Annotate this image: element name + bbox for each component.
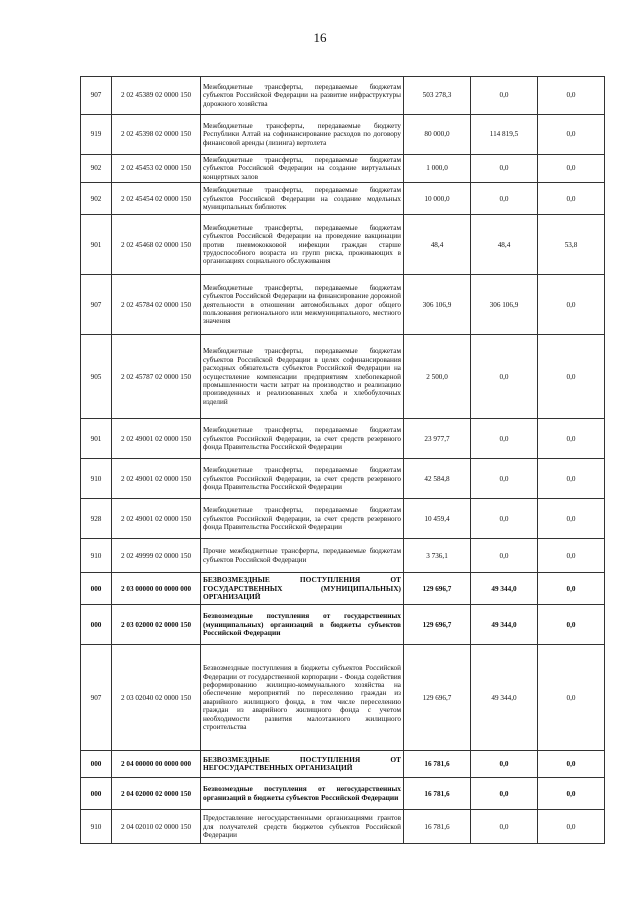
description-cell: Межбюджетные трансферты, передаваемые бюджетам субъектов Российской Федерации, за счет средств резервного фонда Правительства Российской Федерации (201, 499, 404, 539)
amount-year2-cell: 0,0 (471, 335, 538, 419)
amount-year1-cell: 10 459,4 (404, 499, 471, 539)
amount-year3-cell: 0,0 (538, 751, 605, 778)
amount-year2-cell: 49 344,0 (471, 645, 538, 751)
amount-year1-cell: 48,4 (404, 215, 471, 275)
description-cell: Межбюджетные трансферты, передаваемые бюджетам субъектов Российской Федерации на финансирование дорожной деятельности в отношении автомобильных дорог общего пользования регионального или межмуниципального, местного значения (201, 275, 404, 335)
budget-code-cell: 2 02 49001 02 0000 150 (112, 419, 201, 459)
description-cell: БЕЗВОЗМЕЗДНЫЕ ПОСТУПЛЕНИЯ ОТ ГОСУДАРСТВЕННЫХ (МУНИЦИПАЛЬНЫХ) ОРГАНИЗАЦИЙ (201, 573, 404, 605)
amount-year2-cell: 0,0 (471, 810, 538, 844)
amount-year3-cell: 0,0 (538, 605, 605, 645)
amount-year1-cell: 80 000,0 (404, 115, 471, 155)
amount-year2-cell: 0,0 (471, 751, 538, 778)
budget-code-cell: 2 02 49999 02 0000 150 (112, 539, 201, 573)
amount-year2-cell: 0,0 (471, 419, 538, 459)
page-number: 16 (313, 30, 327, 45)
amount-year1-cell: 2 500,0 (404, 335, 471, 419)
amount-year3-cell: 0,0 (538, 573, 605, 605)
description-cell: Межбюджетные трансферты, передаваемые бюджетам субъектов Российской Федерации на проведение вакцинации против пневмококковой инфекции граждан старше трудоспособного возраста из групп риска, проживающих в организациях социального обслуживания (201, 215, 404, 275)
table-body (81, 77, 605, 844)
amount-year1-cell: 129 696,7 (404, 605, 471, 645)
amount-year3-cell: 0,0 (538, 183, 605, 215)
description-cell: Межбюджетные трансферты, передаваемые бюджетам субъектов Российской Федерации, за счет средств резервного фонда Правительства Российской Федерации (201, 419, 404, 459)
description-cell: Межбюджетные трансферты, передаваемые бюджетам субъектов Российской Федерации в целях софинансирования расходных обязательств субъектов Российской Федерации на осуществление компенсации предприятиям хлебопекарной промышленности части затрат на производство и реализацию произведенных и реализованных хлеба и хлебобулочных изделий (201, 335, 404, 419)
amount-year1-cell: 16 781,6 (404, 778, 471, 810)
admin-code-cell: 919 (81, 115, 112, 155)
table-row (81, 77, 605, 115)
admin-code-cell: 902 (81, 183, 112, 215)
budget-code-cell: 2 02 45454 02 0000 150 (112, 183, 201, 215)
amount-year1-cell: 3 736,1 (404, 539, 471, 573)
amount-year1-cell: 16 781,6 (404, 810, 471, 844)
admin-code-cell: 000 (81, 751, 112, 778)
admin-code-cell: 000 (81, 778, 112, 810)
description-cell: БЕЗВОЗМЕЗДНЫЕ ПОСТУПЛЕНИЯ ОТ НЕГОСУДАРСТВЕННЫХ ОРГАНИЗАЦИЙ (201, 751, 404, 778)
budget-code-cell: 2 03 02000 02 0000 150 (112, 605, 201, 645)
description-cell: Безвозмездные поступления от государственных (муниципальных) организаций в бюджеты субъектов Российской Федерации (201, 605, 404, 645)
admin-code-cell: 907 (81, 275, 112, 335)
amount-year3-cell: 0,0 (538, 275, 605, 335)
admin-code-cell: 910 (81, 459, 112, 499)
amount-year2-cell: 0,0 (471, 778, 538, 810)
amount-year3-cell: 0,0 (538, 77, 605, 115)
budget-code-cell: 2 02 49001 02 0000 150 (112, 499, 201, 539)
description-cell: Межбюджетные трансферты, передаваемые бюджетам субъектов Российской Федерации на создание модельных муниципальных библиотек (201, 183, 404, 215)
table-row (81, 751, 605, 778)
budget-code-cell: 2 04 02010 02 0000 150 (112, 810, 201, 844)
amount-year3-cell: 0,0 (538, 499, 605, 539)
budget-code-cell: 2 03 00000 00 0000 000 (112, 573, 201, 605)
description-cell: Межбюджетные трансферты, передаваемые бюджетам субъектов Российской Федерации на развитие инфраструктуры дорожного хозяйства (201, 77, 404, 115)
admin-code-cell: 910 (81, 539, 112, 573)
budget-revenue-table (80, 76, 605, 844)
amount-year2-cell: 0,0 (471, 183, 538, 215)
amount-year2-cell: 0,0 (471, 155, 538, 183)
amount-year1-cell: 10 000,0 (404, 183, 471, 215)
amount-year3-cell: 0,0 (538, 459, 605, 499)
budget-code-cell: 2 02 45784 02 0000 150 (112, 275, 201, 335)
budget-code-cell: 2 02 49001 02 0000 150 (112, 459, 201, 499)
amount-year1-cell: 23 977,7 (404, 419, 471, 459)
budget-code-cell: 2 03 02040 02 0000 150 (112, 645, 201, 751)
amount-year3-cell: 0,0 (538, 810, 605, 844)
amount-year3-cell: 0,0 (538, 419, 605, 459)
description-cell: Межбюджетные трансферты, передаваемые бюджетам субъектов Российской Федерации на создание виртуальных концертных залов (201, 155, 404, 183)
amount-year1-cell: 306 106,9 (404, 275, 471, 335)
table-row (81, 115, 605, 155)
admin-code-cell: 902 (81, 155, 112, 183)
description-cell: Межбюджетные трансферты, передаваемые бюджетам субъектов Российской Федерации, за счет средств резервного фонда Правительства Российской Федерации (201, 459, 404, 499)
amount-year2-cell: 0,0 (471, 499, 538, 539)
table-row (81, 419, 605, 459)
table-row (81, 459, 605, 499)
amount-year2-cell: 49 344,0 (471, 605, 538, 645)
amount-year3-cell: 0,0 (538, 155, 605, 183)
amount-year2-cell: 0,0 (471, 459, 538, 499)
budget-code-cell: 2 04 02000 02 0000 150 (112, 778, 201, 810)
budget-code-cell: 2 02 45468 02 0000 150 (112, 215, 201, 275)
amount-year3-cell: 0,0 (538, 778, 605, 810)
admin-code-cell: 907 (81, 645, 112, 751)
admin-code-cell: 907 (81, 77, 112, 115)
amount-year3-cell: 53,8 (538, 215, 605, 275)
amount-year1-cell: 129 696,7 (404, 645, 471, 751)
description-cell: Безвозмездные поступления в бюджеты субъектов Российской Федерации от государственной корпорации - Фонда содействия реформированию жилищно-коммунального хозяйства на обеспечение мероприятий по переселению граждан из аварийного жилищного фонда, в том числе переселению граждан из аварийного жилищного фонда с учетом необходимости развития малоэтажного жилищного строительства (201, 645, 404, 751)
budget-code-cell: 2 02 45453 02 0000 150 (112, 155, 201, 183)
description-cell: Межбюджетные трансферты, передаваемые бюджету Республики Алтай на софинансирование расходов по договору финансовой аренды (лизинга) вертолета (201, 115, 404, 155)
amount-year2-cell: 0,0 (471, 77, 538, 115)
amount-year1-cell: 42 584,8 (404, 459, 471, 499)
amount-year3-cell: 0,0 (538, 115, 605, 155)
table-row (81, 605, 605, 645)
admin-code-cell: 901 (81, 215, 112, 275)
admin-code-cell: 910 (81, 810, 112, 844)
table-row (81, 810, 605, 844)
table-row (81, 778, 605, 810)
amount-year2-cell: 49 344,0 (471, 573, 538, 605)
amount-year1-cell: 129 696,7 (404, 573, 471, 605)
budget-code-cell: 2 02 45398 02 0000 150 (112, 115, 201, 155)
admin-code-cell: 000 (81, 605, 112, 645)
description-cell: Безвозмездные поступления от негосударственных организаций в бюджеты субъектов Российской Федерации (201, 778, 404, 810)
amount-year2-cell: 0,0 (471, 539, 538, 573)
table-row (81, 573, 605, 605)
amount-year2-cell: 48,4 (471, 215, 538, 275)
admin-code-cell: 901 (81, 419, 112, 459)
amount-year3-cell: 0,0 (538, 539, 605, 573)
budget-code-cell: 2 04 00000 00 0000 000 (112, 751, 201, 778)
amount-year1-cell: 503 278,3 (404, 77, 471, 115)
budget-code-cell: 2 02 45389 02 0000 150 (112, 77, 201, 115)
table-row (81, 215, 605, 275)
description-cell: Прочие межбюджетные трансферты, передаваемые бюджетам субъектов Российской Федерации (201, 539, 404, 573)
table-row (81, 499, 605, 539)
amount-year1-cell: 16 781,6 (404, 751, 471, 778)
amount-year3-cell: 0,0 (538, 645, 605, 751)
admin-code-cell: 000 (81, 573, 112, 605)
table-row (81, 645, 605, 751)
table-row (81, 275, 605, 335)
table-row (81, 335, 605, 419)
amount-year3-cell: 0,0 (538, 335, 605, 419)
admin-code-cell: 905 (81, 335, 112, 419)
description-cell: Предоставление негосударственными организациями грантов для получателей средств бюджетов субъектов Российской Федерации (201, 810, 404, 844)
amount-year1-cell: 1 000,0 (404, 155, 471, 183)
table-row (81, 539, 605, 573)
amount-year2-cell: 114 819,5 (471, 115, 538, 155)
table-row (81, 183, 605, 215)
table-row (81, 155, 605, 183)
budget-code-cell: 2 02 45787 02 0000 150 (112, 335, 201, 419)
amount-year2-cell: 306 106,9 (471, 275, 538, 335)
admin-code-cell: 928 (81, 499, 112, 539)
